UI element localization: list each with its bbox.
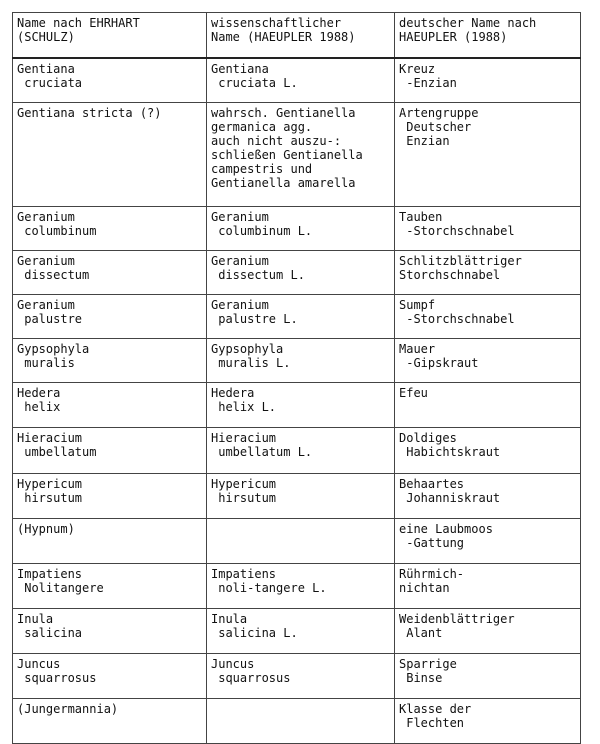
- german-name-cell: Weidenblättriger Alant: [395, 609, 581, 654]
- header-german-name: deutscher Name nach HAEUPLER (1988): [395, 13, 581, 59]
- german-name-cell: eine Laubmoos -Gattung: [395, 519, 581, 564]
- german-name-cell: Schlitzblättriger Storchschnabel: [395, 251, 581, 295]
- scientific-name-cell: Geranium columbinum L.: [207, 207, 395, 251]
- scientific-name-cell: Hieracium umbellatum L.: [207, 428, 395, 474]
- ehrhart-name-cell: Hieracium umbellatum: [13, 428, 207, 474]
- table-row: [13, 103, 581, 207]
- ehrhart-name-cell: (Jungermannia): [13, 699, 207, 744]
- german-name-cell: Doldiges Habichtskraut: [395, 428, 581, 474]
- german-name-cell: Artengruppe Deutscher Enzian: [395, 103, 581, 207]
- ehrhart-name-cell: Hypericum hirsutum: [13, 474, 207, 519]
- ehrhart-name-cell: Hedera helix: [13, 383, 207, 428]
- header-row: [13, 13, 581, 59]
- table-row: [13, 295, 581, 339]
- table-row: [13, 699, 581, 744]
- ehrhart-name-cell: Geranium columbinum: [13, 207, 207, 251]
- table-row: [13, 58, 581, 103]
- table-row: [13, 474, 581, 519]
- ehrhart-name-cell: Gentiana cruciata: [13, 58, 207, 103]
- table-row: [13, 609, 581, 654]
- ehrhart-name-cell: Impatiens Nolitangere: [13, 564, 207, 609]
- german-name-cell: Sparrige Binse: [395, 654, 581, 699]
- scientific-name-cell: Geranium palustre L.: [207, 295, 395, 339]
- scientific-name-cell: Geranium dissectum L.: [207, 251, 395, 295]
- table-row: [13, 428, 581, 474]
- german-name-cell: Behaartes Johanniskraut: [395, 474, 581, 519]
- ehrhart-name-cell: Inula salicina: [13, 609, 207, 654]
- german-name-cell: Rührmich- nichtan: [395, 564, 581, 609]
- ehrhart-name-cell: Gentiana stricta (?): [13, 103, 207, 207]
- german-name-cell: Sumpf -Storchschnabel: [395, 295, 581, 339]
- table-row: [13, 654, 581, 699]
- scientific-name-cell: Hedera helix L.: [207, 383, 395, 428]
- scientific-name-cell: Hypericum hirsutum: [207, 474, 395, 519]
- german-name-cell: Tauben -Storchschnabel: [395, 207, 581, 251]
- scientific-name-cell: Juncus squarrosus: [207, 654, 395, 699]
- table-row: [13, 251, 581, 295]
- table-row: [13, 564, 581, 609]
- ehrhart-name-cell: Gypsophyla muralis: [13, 339, 207, 383]
- scientific-name-cell: [207, 519, 395, 564]
- table-row: [13, 207, 581, 251]
- scientific-name-cell: Gypsophyla muralis L.: [207, 339, 395, 383]
- table-row: [13, 339, 581, 383]
- scientific-name-cell: [207, 699, 395, 744]
- ehrhart-name-cell: Geranium dissectum: [13, 251, 207, 295]
- header-ehrhart-name: Name nach EHRHART (SCHULZ): [13, 13, 207, 59]
- scientific-name-cell: Gentiana cruciata L.: [207, 58, 395, 103]
- ehrhart-name-cell: Juncus squarrosus: [13, 654, 207, 699]
- table-row: [13, 519, 581, 564]
- german-name-cell: Kreuz -Enzian: [395, 58, 581, 103]
- scientific-name-cell: Impatiens noli-tangere L.: [207, 564, 395, 609]
- ehrhart-name-cell: Geranium palustre: [13, 295, 207, 339]
- scientific-name-cell: Inula salicina L.: [207, 609, 395, 654]
- ehrhart-name-cell: (Hypnum): [13, 519, 207, 564]
- header-scientific-name: wissenschaftlicher Name (HAEUPLER 1988): [207, 13, 395, 59]
- table-row: [13, 383, 581, 428]
- scientific-name-cell: wahrsch. Gentianella germanica agg. auch nicht auszu-: schließen Gentianella campestris und Gentianella amarella: [207, 103, 395, 207]
- german-name-cell: Efeu: [395, 383, 581, 428]
- plant-names-table: [12, 12, 581, 744]
- german-name-cell: Klasse der Flechten: [395, 699, 581, 744]
- german-name-cell: Mauer -Gipskraut: [395, 339, 581, 383]
